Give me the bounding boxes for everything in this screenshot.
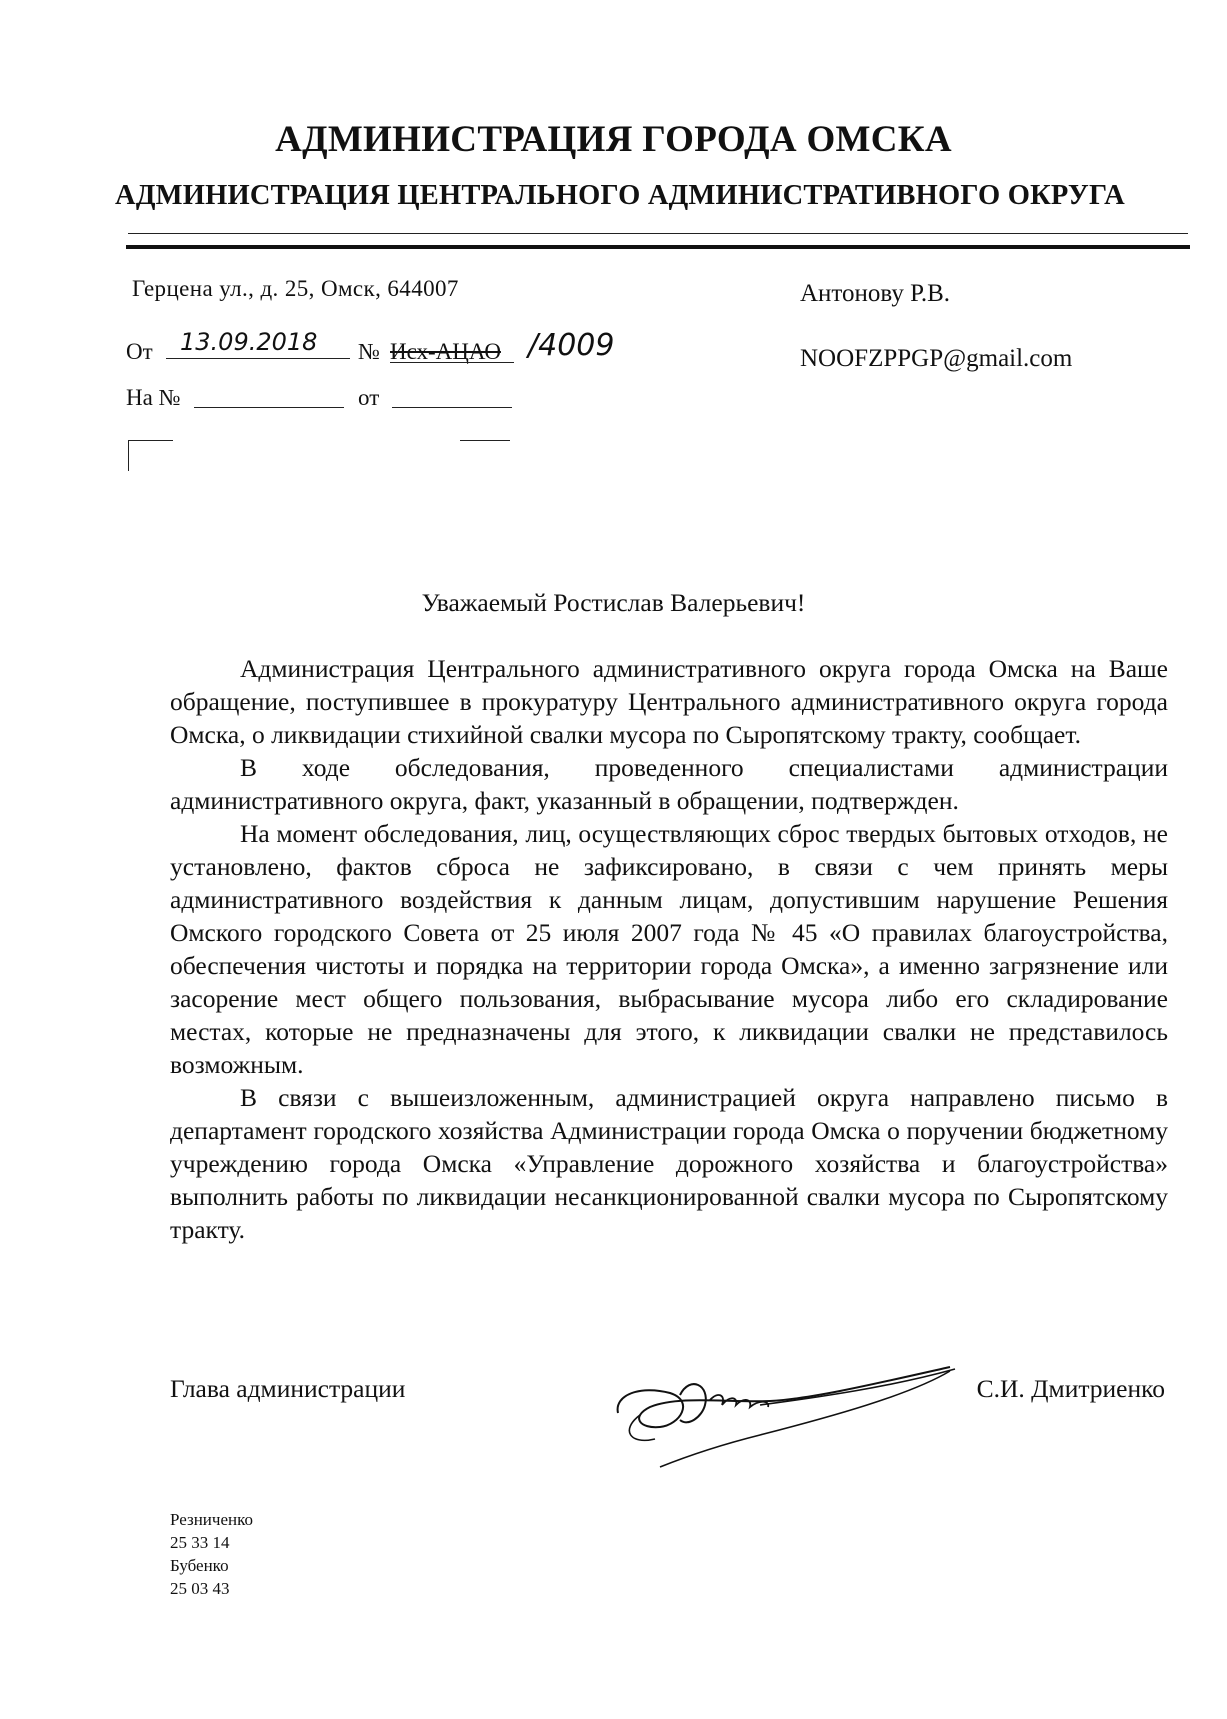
- executor-name: Бубенко: [170, 1556, 229, 1575]
- number-underline: [390, 362, 514, 363]
- body-paragraph: Администрация Центрального административного округа города Омска на Ваше обращение, поступившее в прокуратуру Центрального административного округа города Омска, о ликвидации стихийной свалки мусора по Сыропятскому тракту, сообщает.: [170, 654, 1168, 749]
- executor-phone: 25 33 14: [170, 1533, 230, 1552]
- header-rule-thick: [126, 245, 1190, 249]
- executor-name: Резниченко: [170, 1510, 253, 1529]
- executor-phone: 25 03 43: [170, 1579, 230, 1598]
- greeting: Уважаемый Ростислав Валерьевич!: [421, 588, 806, 617]
- number-label: №: [358, 339, 380, 364]
- outgoing-number-printed: Исх-АЦАО: [390, 339, 501, 364]
- body-paragraph: В ходе обследования, проведенного специалистами администрации административного округа, факт, указанный в обращении, подтвержден.: [170, 753, 1168, 815]
- body-paragraph: В связи с вышеизложенным, администрацией округа направлено письмо в департамент городского хозяйства Администрации города Омска о поручении бюджетному учреждению города Омска «Управление дорожного хозяйства и благоустройства» выполнить работы по ликвидации несанкционированной свалки мусора по Сыропятскому тракту.: [170, 1083, 1168, 1244]
- body-paragraph: На момент обследования, лиц, осуществляющих сброс твердых бытовых отходов, не установлено, фактов сброса не зафиксировано, в связи с чем принять меры административного воздействия к данным лицам, допустившим нарушение Решения Омского городского Совета от 25 июля 2007 года № 45 «О правилах благоустройства, обеспечения чистоты и порядка на территории города Омска», а именно загрязнение или засорение мест общего пользования, выбрасывание мусора либо его складирование местах, которые не предназначены для этого, к ликвидации свалки не представилось возможным.: [170, 819, 1168, 1079]
- recipient-name: Антонову Р.В.: [800, 280, 951, 307]
- handwritten-signature: [610, 1355, 960, 1475]
- reply-number-underline: [194, 407, 344, 408]
- address-corner-mark-right: [460, 440, 510, 441]
- sender-address: Герцена ул., д. 25, Омск, 644007: [132, 276, 459, 301]
- signatory-role: Глава администрации: [170, 1374, 406, 1403]
- from-label: От: [126, 339, 153, 364]
- org-subtitle: АДМИНИСТРАЦИЯ ЦЕНТРАЛЬНОГО АДМИНИСТРАТИВНОГО ОКРУГА: [115, 180, 1125, 211]
- org-title: АДМИНИСТРАЦИЯ ГОРОДА ОМСКА: [275, 119, 952, 160]
- header-rule-thin: [128, 233, 1188, 234]
- outgoing-date: 13.09.2018: [180, 328, 318, 356]
- recipient-email: NOOFZPPGP@gmail.com: [800, 345, 1073, 372]
- executors-block: [170, 1508, 253, 1600]
- outgoing-number-handwritten: /4009: [528, 328, 615, 363]
- reply-date-underline: [392, 407, 512, 408]
- date-underline: [166, 358, 350, 359]
- address-corner-mark: [128, 440, 173, 471]
- reply-date-label: от: [358, 385, 380, 410]
- signatory-name: С.И. Дмитриенко: [976, 1374, 1165, 1403]
- reply-number-label: На №: [126, 385, 181, 410]
- letter-body: [170, 652, 1168, 1246]
